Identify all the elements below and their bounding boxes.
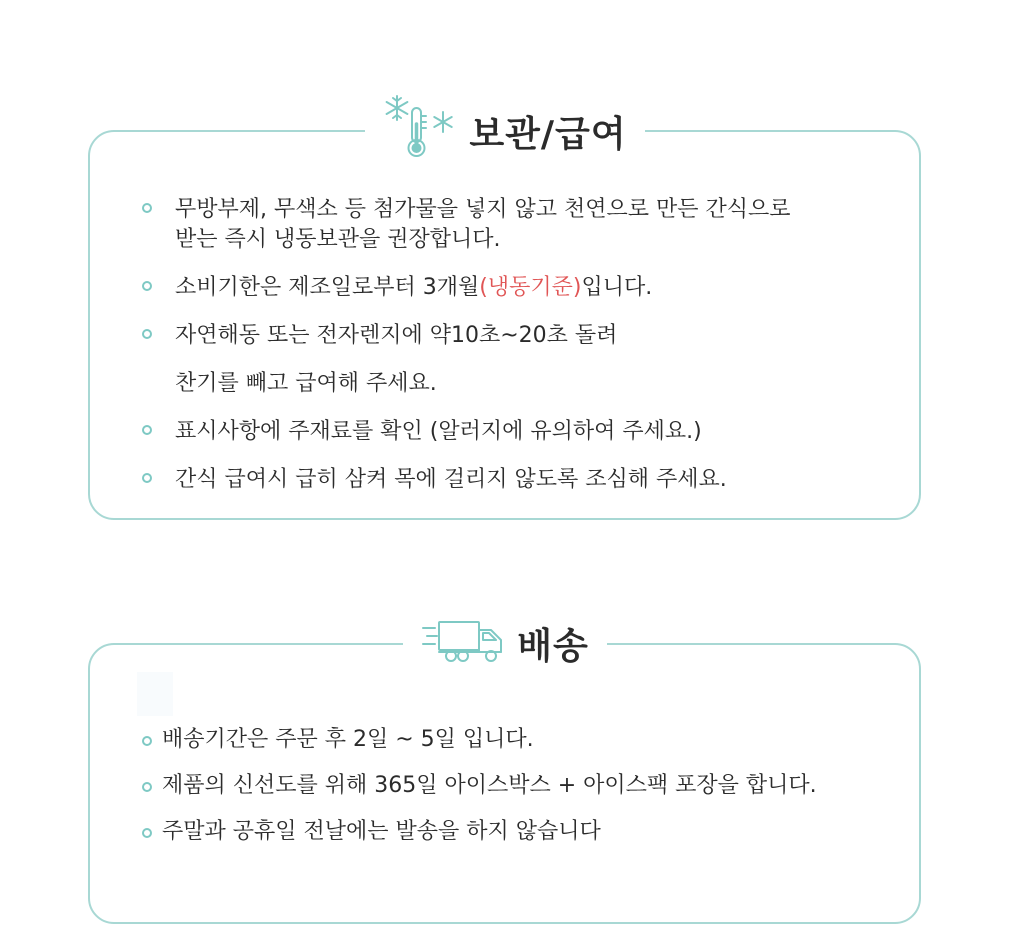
faint-placeholder bbox=[137, 672, 173, 716]
bullet-icon bbox=[142, 281, 152, 291]
delivery-list bbox=[162, 725, 922, 847]
delivery-heading bbox=[0, 608, 1010, 678]
list-item: 표시사항에 주재료를 확인 (알러지에 유의하여 주세요.) bbox=[175, 417, 915, 447]
delivery-title: 배송 bbox=[517, 625, 589, 667]
bullet-icon bbox=[142, 203, 152, 213]
freeze-standard-highlight: (냉동기준) bbox=[479, 275, 582, 300]
list-item: 제품의 신선도를 위해 365일 아이스박스 + 아이스팩 포장을 합니다. bbox=[162, 771, 922, 801]
bullet-icon bbox=[142, 473, 152, 483]
bullet-icon bbox=[142, 425, 152, 435]
list-item: 자연해동 또는 전자렌지에 약10초~20초 돌려 찬기를 빼고 급여해 주세요. bbox=[175, 321, 915, 399]
storage-heading bbox=[0, 96, 1010, 166]
bullet-icon bbox=[142, 828, 152, 838]
list-item: 무방부제, 무색소 등 첨가물을 넣지 않고 천연으로 만든 간식으로 받는 즉시 냉동보관을 권장합니다. bbox=[175, 195, 915, 255]
bullet-icon bbox=[142, 329, 152, 339]
delivery-truck-icon bbox=[421, 616, 505, 670]
list-item: 주말과 공휴일 전날에는 발송을 하지 않습니다 bbox=[162, 817, 922, 847]
thermometer-snowflake-icon bbox=[383, 94, 457, 168]
storage-title: 보관/급여 bbox=[469, 113, 627, 155]
list-item: 간식 급여시 급히 삼켜 목에 걸리지 않도록 조심해 주세요. bbox=[175, 465, 915, 495]
list-item: 소비기한은 제조일로부터 3개월(냉동기준)입니다. bbox=[175, 273, 915, 303]
bullet-icon bbox=[142, 782, 152, 792]
bullet-icon bbox=[142, 736, 152, 746]
storage-list bbox=[175, 195, 915, 495]
list-item: 배송기간은 주문 후 2일 ~ 5일 입니다. bbox=[162, 725, 922, 755]
